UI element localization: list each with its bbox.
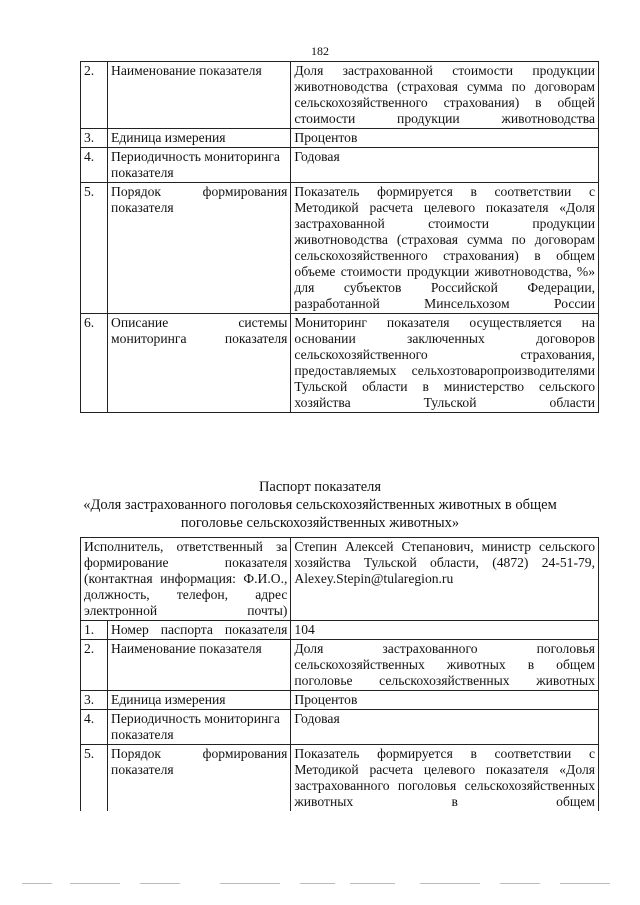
- row-value: 104: [291, 621, 599, 640]
- row-value: Мониторинг показателя осуществляется на основании заключенных договоров сельскохозяйственного страхования, предоставляемых сельхозтоваропроизводителями Тульской области в министерство сельского хозяйства Тульской области: [291, 314, 599, 413]
- row-number: 2.: [81, 62, 108, 129]
- scan-artifact-strip: [0, 878, 640, 890]
- row-label: Единица измерения: [108, 691, 291, 710]
- passport-heading: Паспорт показателя: [258, 479, 382, 495]
- row-value: Показатель формируется в соответствии с Методикой расчета целевого показателя «Доля застрахованной стоимости продукции животноводства (страховая сумма по договорам сельскохозяйственного страхования) в общем объеме стоимости продукции животноводства, %» для субъектов Российской Федерации, разработанной Минсельхозом России: [291, 183, 599, 314]
- row-value: Годовая: [291, 710, 599, 745]
- row-value: Показатель формируется в соответствии с Методикой расчета целевого показателя «Доля застрахованного поголовья сельскохозяйственных животных в общем: [291, 745, 599, 812]
- row-value: Доля застрахованного поголовья сельскохозяйственных животных в общем поголовье сельскохозяйственных животных: [291, 640, 599, 691]
- row-value: Годовая: [291, 148, 599, 183]
- executor-row: [81, 538, 599, 621]
- row-number: 2.: [81, 640, 108, 691]
- row-label: Единица измерения: [108, 129, 291, 148]
- row-number: 1.: [81, 621, 108, 640]
- passport-indicator-name-line2: поголовье сельскохозяйственных животных»: [180, 515, 460, 531]
- row-number: 6.: [81, 314, 108, 413]
- row-value: Процентов: [291, 691, 599, 710]
- row-number: 4.: [81, 148, 108, 183]
- row-label: Номер паспорта показателя: [108, 621, 291, 640]
- passport-title: [0, 478, 640, 532]
- page-number: 182: [311, 44, 329, 58]
- row-label: Наименование показателя: [108, 640, 291, 691]
- table-row: [81, 621, 599, 640]
- row-label: Порядок формирования показателя: [108, 183, 291, 314]
- row-number: 3.: [81, 691, 108, 710]
- row-number: 5.: [81, 745, 108, 812]
- row-label: Описание системы мониторинга показателя: [108, 314, 291, 413]
- table-row: [81, 314, 599, 413]
- row-value: Доля застрахованной стоимости продукции животноводства (страховая сумма по договорам сельскохозяйственного страхования) в общей стоимости продукции животноводства: [291, 62, 599, 129]
- table-row: [81, 129, 599, 148]
- row-number: 4.: [81, 710, 108, 745]
- table-row: [81, 745, 599, 812]
- executor-value: Степин Алексей Степанович, министр сельского хозяйства Тульской области, (4872) 24-51-79, Alexey.Stepin@tularegion.ru: [291, 538, 599, 621]
- row-label: Периодичность мониторинга показателя: [108, 148, 291, 183]
- indicator-table-continued: [80, 61, 599, 413]
- table-row: [81, 710, 599, 745]
- row-value: Процентов: [291, 129, 599, 148]
- row-label: Порядок формирования показателя: [108, 745, 291, 812]
- passport-indicator-name-line1: «Доля застрахованного поголовья сельскохозяйственных животных в общем: [83, 497, 557, 513]
- row-number: 3.: [81, 129, 108, 148]
- row-label: Наименование показателя: [108, 62, 291, 129]
- table-row: [81, 62, 599, 129]
- table-row: [81, 183, 599, 314]
- row-number: 5.: [81, 183, 108, 314]
- row-label: Периодичность мониторинга показателя: [108, 710, 291, 745]
- table-row: [81, 640, 599, 691]
- table-row: [81, 148, 599, 183]
- passport-table: [80, 537, 599, 811]
- table-row: [81, 691, 599, 710]
- executor-label: Исполнитель, ответственный за формирование показателя (контактная информация: Ф.И.О., должность, телефон, адрес электронной почты): [81, 538, 291, 621]
